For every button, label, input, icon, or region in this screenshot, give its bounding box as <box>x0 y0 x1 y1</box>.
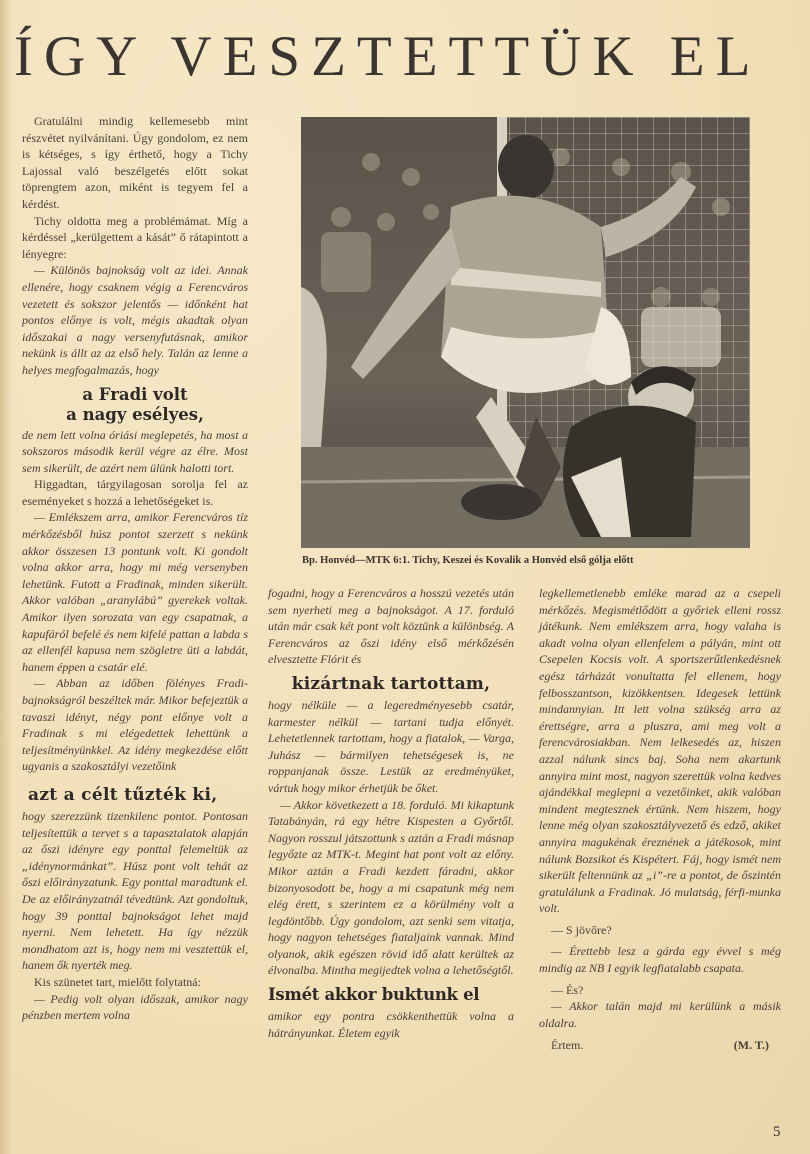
paragraph: Kis szünetet tart, mielőtt folytatná: <box>34 974 201 989</box>
match-photo <box>301 117 750 548</box>
page-binding-edge <box>0 0 12 1154</box>
quote-paragraph: — Akkor következett a 18. forduló. Mi kikaptunk Tatabányán, rá egy hétre Kispesten a Győrtől. Nagyon rosszul játszottunk s aztán a Fradi másnap legyőzte az MTK-t. Megint hat pont volt az előny. Mikor aztán a Fradi kezdett fáradni, akkor bizonyosodott be, hogy a mi csapatunk még nem elég érett, s szerintem ez a körülmény volt a legdöntőbb. Úgy gondolom, azt senki sem vitatja, hogy nagyon tehetséges fiataljaink vannak. Mind olyanok, akik egészen rövid idő alatt kerültek az élvonalba. Mintha megijedtek volna a lehetőségtől. <box>268 797 514 978</box>
right-column <box>539 585 781 1054</box>
subheading-celt: azt a célt tűzték ki, <box>28 784 218 805</box>
quote-paragraph: — Emlékszem arra, amikor Ferencváros tíz mérkőzésből húsz pontot szerzett s nekünk akkor összesen 13 pontunk volt. Ki gondolt volna akkor arra, hogy mi még versenyben lehetünk. Futott a Fradinak, minden sikerült. Akkor valóban „aranylábú” gyerekek voltak. Amikor ilyen sorozata van egy csapatnak, a kapufáról befelé és nem kifelé pattan a labda s az ellenfél kapusa nem szögletre üti a labdát, hanem éppen a csatár elé. <box>22 510 248 674</box>
paragraph: Higgadtan, tárgyilagosan sorolja fel az eseményeket s hozzá a lehetőségeket is. <box>22 477 248 508</box>
closing-row <box>539 1037 781 1054</box>
interview-answer: — Akkor talán majd mi kerülünk a másik oldalra. <box>539 999 781 1030</box>
quote-paragraph: — Különös bajnokság volt az idei. Annak ellenére, hogy csaknem végig a Ferencváros vezetett és sokszor jelentős — időnként hat pontos előnye is volt, mégis akadtak olyan időszakai a nagy versenyfutásnak, amikor nekünk is állt az az első hely. Talán az lenne a helyes megfogalmazás, hogy <box>22 263 248 377</box>
subheading-line: a nagy esélyes, <box>66 404 204 424</box>
quote-paragraph: de nem lett volna óriási meglepetés, ha most a sokszoros második kerül végre az élre. Most sem sikerült, de azért nem ülünk halotti tort. <box>22 427 248 475</box>
quote-paragraph: amikor egy pontra csökkenthettük volna a hátrányunkat. Életem egyik <box>268 1009 514 1040</box>
page-number: 5 <box>773 1124 781 1140</box>
quote-paragraph: hogy szerezzünk tizenkilenc pontot. Pontosan teljesítettük a tervet s a tapasztalatok alapján az őszi idényre egy ponttal felemeltük az „idénynormánkat”. Húsz pont volt tehát az őszi előirányzatunk. Egy ponttal maradtunk el. De az előirányzatnál tévedtünk. Azt gondoltuk, hogy 39 ponttal bajnokságot lehet majd nyerni. Nem lehetett. Ha így nézzük mondhatom azt is, hogy nem mi vesztettük el, hanem ők nyerték meg. <box>22 808 248 973</box>
quote-paragraph: hogy nélküle — a legeredményesebb csatár, karmester nélkül — tartani tudja előnyét. Lehetetlennek tartottam, hogy a fiatalok, — Varga, Juhász — bármilyen tehetségesek is, ne roppanjanak össze. Lestük az eredményüket, vártuk hogy mikor érhetjük be őket. <box>268 697 514 795</box>
quote-paragraph: legkellemetlenebb emléke marad az a csepeli mérkőzés. Megismétlődött a győriek elleni rossz játékunk. Nem emlékszem arra, hogy valaha is akadt volna olyan ellenfelem a pályán, mint ott Csepelen Kocsis volt. A sportszerűtlenkedésnek egész tárházát vonultatta fel ellenem, hogy felbosszantson, kizökkentsen. Idegesek lettünk mindannyian. Itt lett volna szükség arra az érettségre, arra a pluszra, ami meg volt a ferencvárosiakban. Nem lelkesedés az, hiszen azzal nálunk sincs baj. Soha nem akartunk annyira mint most, nagyon szerettük volna kedves ajándékkal meglepni a vezetőinket, akik valóban mindent megtesznek értünk. Nem hiszem, hogy lenne még olyan szakosztályvezető és edző, akiket annyira magukénak éreznének a játékosok, mint nálunk Bozsikot és Kispétert. Fáj, hogy ismét nem sikerült feltennünk az „i”-re a pontot, de őszintén gratulálunk a Fradinak. Jó mulatság, férfi-munka volt. <box>539 586 781 916</box>
interview-question: — S jövőre? <box>551 922 612 937</box>
article-title: ÍGY VESZTETTÜK EL <box>14 25 762 88</box>
subheading-kizartnak: kizártnak tartottam, <box>291 673 491 694</box>
paragraph: Gratulálni mindig kellemesebb mint részvétet nyilvánítani. Úgy gondolom, ez nem is kétséges, s így érthető, hogy a Tichy Lajossal való beszélgetés előtt sokat töprengtem azon, miként is tegyem fel a kérdést. <box>22 114 248 211</box>
match-photo-illustration <box>301 117 750 548</box>
photo-caption: Bp. Honvéd—MTK 6:1. Tichy, Keszei és Kovalik a Honvéd első gólja előtt <box>302 555 634 566</box>
quote-paragraph: — Abban az időben fölényes Fradi-bajnokságról beszéltek már. Mikor befejeztük a tavaszi idényt, négy pont előnye volt a Fradinak s mi elégedettek lehettünk a teljesítményünkkel. Az idény megkezdése előtt ugyanis a szakosztályi vezetőink <box>22 676 248 774</box>
interview-question: — És? <box>551 982 584 997</box>
subheading-fradi <box>22 385 248 425</box>
left-column <box>22 113 248 1024</box>
middle-column <box>268 585 514 1041</box>
author-signature: (M. T.) <box>733 1038 769 1053</box>
quote-paragraph: — Pedig volt olyan időszak, amikor nagy pénzben mertem volna <box>22 991 248 1023</box>
quote-paragraph: fogadni, hogy a Ferencváros a hosszú vezetés után sem nyerheti meg a bajnokságot. A 17. forduló után már csak két pont volt köztünk a különbség. A Ferencváros az őszi idény első mérkőzésén elvesztette Flórit és <box>268 586 514 667</box>
subheading-line: a Fradi volt <box>82 384 188 404</box>
closing-text: Értem. <box>551 1038 584 1053</box>
subheading-ismet: Ismét akkor buktunk el <box>268 985 480 1005</box>
interview-answer: — Érettebb lesz a gárda egy évvel s még mindig az NB I egyik legfiatalabb csapata. <box>539 944 781 976</box>
paragraph: Tichy oldotta meg a problémámat. Míg a kérdéssel „kerülgettem a kását” ő rátapintott a lényegre: <box>22 213 248 261</box>
